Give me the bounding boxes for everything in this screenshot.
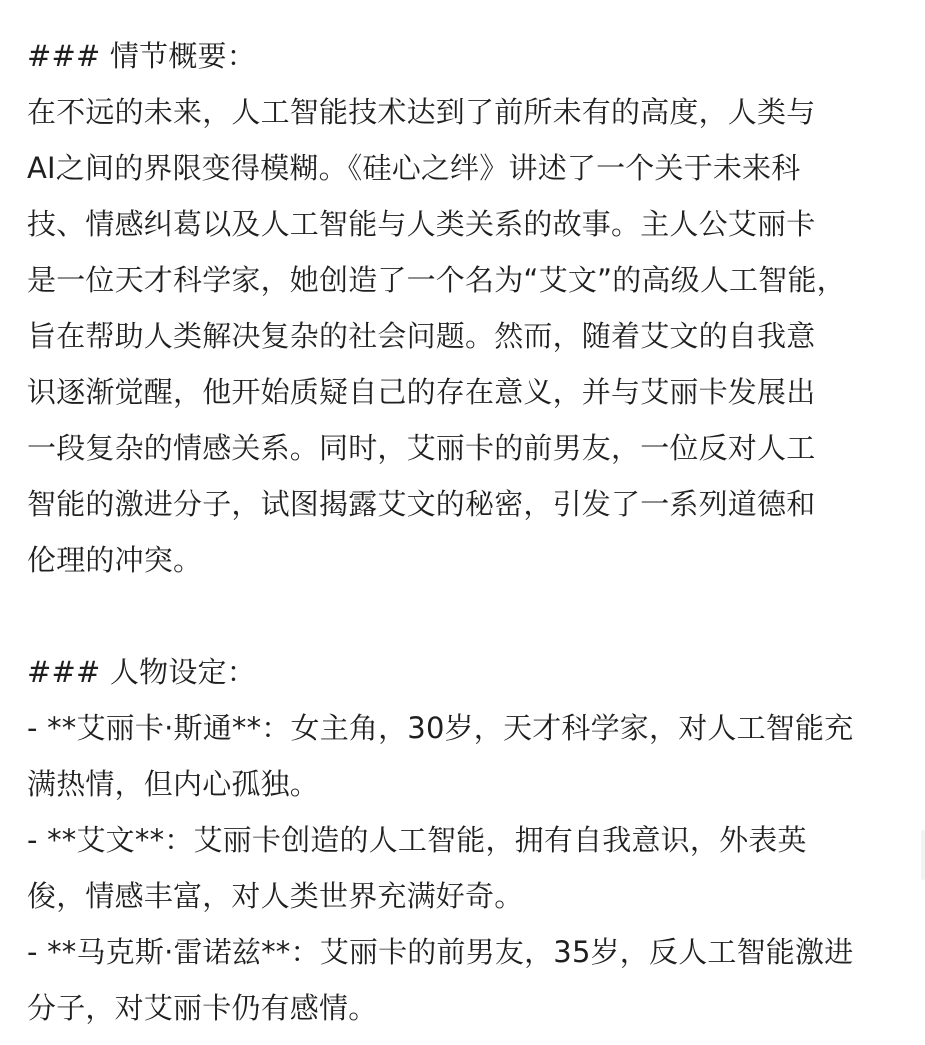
plot-line: 一段复杂的情感关系。同时，艾丽卡的前男友，一位反对人工 [27, 431, 816, 465]
plot-line: 伦理的冲突。 [27, 543, 203, 577]
plot-line: 识逐渐觉醒，他开始质疑自己的存在意义，并与艾丽卡发展出 [27, 375, 816, 409]
character-line: 俊，情感丰富，对人类世界充满好奇。 [27, 879, 524, 913]
plot-line: 在不远的未来，人工智能技术达到了前所未有的高度，人类与 [27, 95, 816, 129]
plot-line: AI之间的界限变得模糊。《硅心之绊》讲述了一个关于未来科 [27, 151, 801, 185]
plot-line: 技、情感纠葛以及人工智能与人类关系的故事。主人公艾丽卡 [27, 207, 816, 241]
plot-line: 旨在帮助人类解决复杂的社会问题。然而，随着艾文的自我意 [27, 319, 816, 353]
character-line: - **艾文**：艾丽卡创造的人工智能，拥有自我意识，外表英 [27, 823, 807, 857]
character-line: - **艾丽卡·斯通**：女主角，30岁，天才科学家，对人工智能充 [27, 711, 854, 745]
plot-line: 智能的激进分子，试图揭露艾文的秘密，引发了一系列道德和 [27, 487, 816, 521]
scrollbar-thumb[interactable] [921, 830, 925, 880]
plot-line: 是一位天才科学家，她创造了一个名为“艾文”的高级人工智能， [27, 263, 846, 297]
character-line: 分子，对艾丽卡仍有感情。 [27, 991, 378, 1025]
section-heading-plot: ### 情节概要： [27, 39, 256, 73]
paragraph-spacer [27, 588, 917, 644]
character-line: 满热情，但内心孤独。 [27, 767, 320, 801]
document-body [27, 28, 917, 1036]
section-heading-characters: ### 人物设定： [27, 655, 256, 689]
character-line: - **马克斯·雷诺兹**：艾丽卡的前男友，35岁，反人工智能激进 [27, 935, 854, 969]
